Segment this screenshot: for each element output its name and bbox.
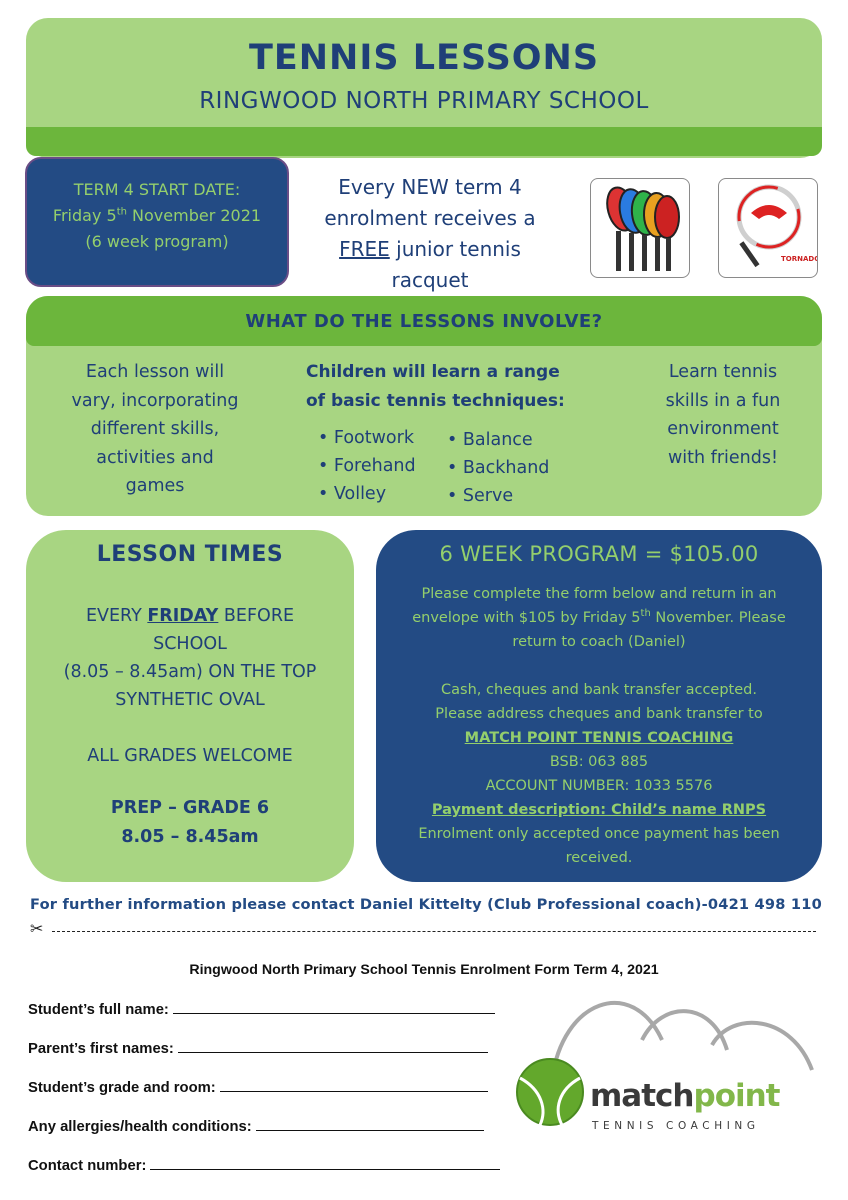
form-field-contact-number[interactable]: Contact number: bbox=[28, 1157, 500, 1174]
header-banner bbox=[26, 18, 822, 158]
scissors-icon: ✂ bbox=[30, 919, 44, 938]
involve-variety-text: Each lesson will vary, incorporating different skills, activities and games bbox=[71, 362, 239, 496]
free-racquet-promo: Every NEW term 4 enrolment receives a FREE junior tennis racquet bbox=[324, 175, 536, 292]
cut-line bbox=[30, 919, 816, 940]
technique-list-right bbox=[447, 426, 549, 510]
school-name: RINGWOOD NORTH PRIMARY SCHOOL bbox=[199, 88, 649, 114]
contact-info: For further information please contact Daniel Kittelty (Club Professional coach)-0421 498 110 bbox=[30, 896, 822, 913]
account-number: ACCOUNT NUMBER: 1033 5576 bbox=[485, 778, 713, 794]
form-field-allergies[interactable]: Any allergies/health conditions: bbox=[28, 1118, 484, 1135]
junior-racquets-image bbox=[590, 178, 690, 278]
form-field-student-name[interactable]: Student’s full name: bbox=[28, 1001, 495, 1018]
technique-list-left bbox=[318, 424, 416, 508]
program-price-title: 6 WEEK PROGRAM = $105.00 bbox=[439, 542, 759, 566]
term-date: Friday 5th November 2021 bbox=[52, 206, 262, 225]
form-title: Ringwood North Primary School Tennis Enrolment Form Term 4, 2021 bbox=[189, 962, 659, 978]
grade-range: PREP – GRADE 6 8.05 – 8.45am bbox=[110, 798, 270, 847]
logo-subtitle: TENNIS COACHING bbox=[592, 1120, 760, 1132]
payee-name: MATCH POINT TENNIS COACHING bbox=[464, 730, 734, 746]
term-start-box bbox=[25, 157, 289, 287]
term-duration: (6 week program) bbox=[85, 232, 229, 251]
form-field-parent-names[interactable]: Parent’s first names: bbox=[28, 1040, 488, 1057]
techniques-heading: Children will learn a range of basic tennis techniques: bbox=[306, 362, 565, 411]
tornado-racquet-image bbox=[718, 178, 818, 278]
header-accent-bar bbox=[26, 127, 822, 156]
logo-wordmark: matchpoint bbox=[590, 1078, 780, 1114]
bsb: BSB: 063 885 bbox=[549, 754, 649, 770]
payment-instructions: Please complete the form below and return in an envelope with $105 by Friday 5th November. Please return to coach (Daniel) Cash, cheques and bank transfer accepted. Please address cheques and bank transfer to MATCH POINT TENNIS COACHING BSB: 063 885 ACCOUNT NUMBER: 1033 5576 Payment description: Child’s name RNPS Enrolment only accepted once payment has been received. bbox=[386, 582, 812, 870]
form-field-grade-room[interactable]: Student’s grade and room: bbox=[28, 1079, 488, 1096]
lessons-involve-panel bbox=[26, 296, 822, 516]
matchpoint-logo bbox=[512, 980, 832, 1150]
payment-description: Payment description: Child’s name RNPS bbox=[431, 802, 767, 818]
involve-fun-text: Learn tennis skills in a fun environment with friends! bbox=[665, 362, 781, 468]
svg-text:TORNADO: TORNADO bbox=[781, 255, 817, 263]
list-item: • Serve bbox=[447, 486, 514, 506]
list-item: • Volley bbox=[318, 484, 387, 504]
lesson-times-panel bbox=[26, 530, 354, 882]
list-item: • Footwork bbox=[318, 428, 414, 448]
list-item: • Balance bbox=[447, 430, 533, 450]
list-item: • Forehand bbox=[318, 456, 416, 476]
page-title: TENNIS LESSONS bbox=[248, 38, 600, 78]
lesson-times-details: EVERY FRIDAY BEFORE SCHOOL (8.05 – 8.45am) ON THE TOP SYNTHETIC OVAL ALL GRADES WELCOME bbox=[63, 606, 317, 766]
involve-header bbox=[26, 296, 822, 346]
list-item: • Backhand bbox=[447, 458, 550, 478]
involve-title: WHAT DO THE LESSONS INVOLVE? bbox=[245, 311, 603, 332]
term-label: TERM 4 START DATE: bbox=[73, 180, 241, 199]
program-price-panel bbox=[376, 530, 822, 882]
lesson-times-title: LESSON TIMES bbox=[96, 542, 284, 567]
